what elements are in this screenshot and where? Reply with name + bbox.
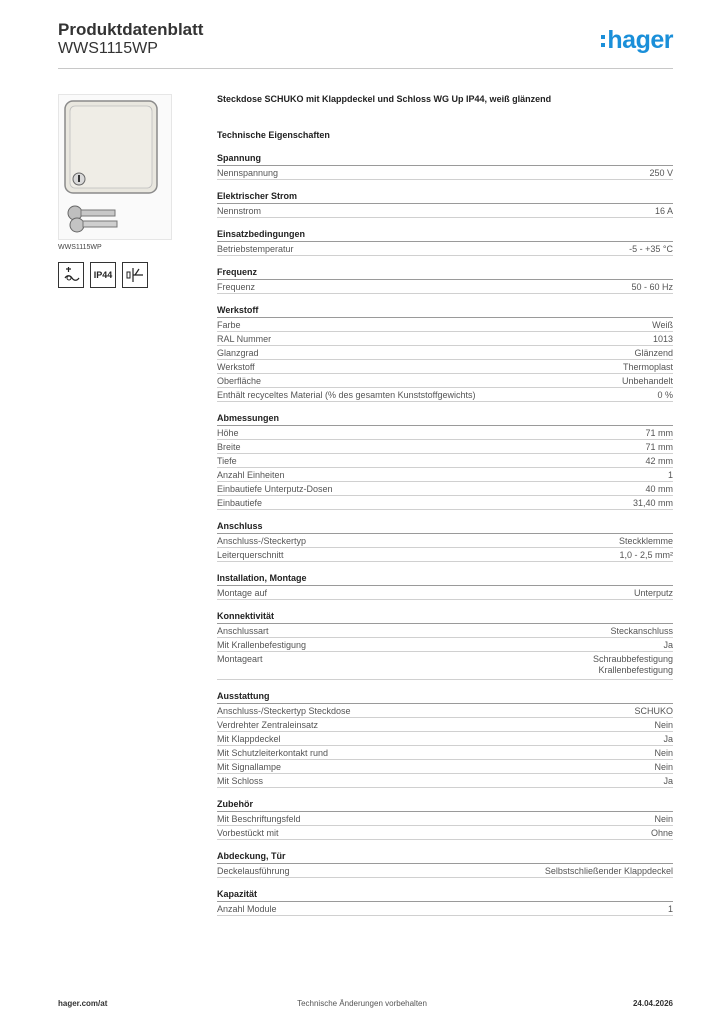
- property-label: Anschlussart: [217, 625, 269, 636]
- properties-list: [217, 152, 673, 916]
- property-value: Nein: [654, 747, 673, 758]
- property-section: [217, 266, 673, 294]
- section-title: Konnektivität: [217, 610, 673, 624]
- property-row: [217, 332, 673, 346]
- property-row: [217, 318, 673, 332]
- property-value: Selbstschließender Klappdeckel: [544, 865, 673, 876]
- property-value: 1: [667, 469, 673, 480]
- property-section: [217, 798, 673, 840]
- property-section: [217, 572, 673, 600]
- property-row: [217, 534, 673, 548]
- ip44-icon: IP44: [90, 262, 116, 288]
- property-label: Höhe: [217, 427, 239, 438]
- property-value: Schraubbefestigung Krallenbefestigung: [592, 653, 673, 675]
- property-value: Glänzend: [634, 347, 673, 358]
- property-value: 50 - 60 Hz: [631, 281, 673, 292]
- property-label: Breite: [217, 441, 241, 452]
- property-section: [217, 152, 673, 180]
- property-row: [217, 496, 673, 510]
- property-label: Nennspannung: [217, 167, 279, 178]
- property-value: Nein: [654, 813, 673, 824]
- socket-illustration: [59, 95, 171, 239]
- image-caption: WWS1115WP: [58, 244, 102, 251]
- section-title: Kapazität: [217, 888, 673, 902]
- property-section: [217, 850, 673, 878]
- property-value: 0 %: [657, 389, 673, 400]
- property-label: Glanzgrad: [217, 347, 259, 358]
- property-label: Enthält recyceltes Material (% des gesamten Kunststoffgewichts): [217, 389, 476, 400]
- property-row: [217, 204, 673, 218]
- property-section: [217, 190, 673, 218]
- property-value: Ja: [663, 733, 673, 744]
- property-row: [217, 812, 673, 826]
- property-label: Mit Schloss: [217, 775, 264, 786]
- property-value: Weiß: [652, 319, 673, 330]
- section-title: Abdeckung, Tür: [217, 850, 673, 864]
- property-value: Nein: [654, 719, 673, 730]
- property-label: Betriebstemperatur: [217, 243, 294, 254]
- property-value: 40 mm: [645, 483, 673, 494]
- section-title: Spannung: [217, 152, 673, 166]
- property-value: -5 - +35 °C: [629, 243, 673, 254]
- property-row: [217, 826, 673, 840]
- property-row: [217, 360, 673, 374]
- property-row: [217, 732, 673, 746]
- property-value: 42 mm: [645, 455, 673, 466]
- property-label: Deckelausführung: [217, 865, 290, 876]
- property-row: [217, 426, 673, 440]
- property-section: [217, 520, 673, 562]
- property-value: 16 A: [654, 205, 673, 216]
- section-title: Zubehör: [217, 798, 673, 812]
- property-section: [217, 690, 673, 788]
- property-value: Steckanschluss: [610, 625, 673, 636]
- property-section: [217, 228, 673, 256]
- property-row: [217, 440, 673, 454]
- property-label: Anschluss-/Steckertyp: [217, 535, 307, 546]
- section-title: Werkstoff: [217, 304, 673, 318]
- section-title: Anschluss: [217, 520, 673, 534]
- property-value: Unterputz: [633, 587, 673, 598]
- property-row: [217, 902, 673, 916]
- property-row: [217, 586, 673, 600]
- property-row: [217, 638, 673, 652]
- property-value: Steckklemme: [618, 535, 673, 546]
- property-value: 31,40 mm: [632, 497, 673, 508]
- tech-properties-title: Technische Eigenschaften: [217, 130, 330, 140]
- property-row: [217, 864, 673, 878]
- property-label: Montageart: [217, 653, 263, 664]
- property-label: RAL Nummer: [217, 333, 272, 344]
- property-value: Nein: [654, 761, 673, 772]
- logo-dots-icon: [601, 35, 605, 47]
- property-label: Einbautiefe: [217, 497, 263, 508]
- property-value: 1,0 - 2,5 mm²: [619, 549, 673, 560]
- section-title: Installation, Montage: [217, 572, 673, 586]
- property-value: 1: [667, 903, 673, 914]
- section-title: Abmessungen: [217, 412, 673, 426]
- property-section: [217, 412, 673, 510]
- section-title: Elektrischer Strom: [217, 190, 673, 204]
- property-label: Anzahl Einheiten: [217, 469, 285, 480]
- property-label: Tiefe: [217, 455, 237, 466]
- property-row: [217, 166, 673, 180]
- section-title: Frequenz: [217, 266, 673, 280]
- property-section: [217, 888, 673, 916]
- section-title: Ausstattung: [217, 690, 673, 704]
- property-label: Mit Klappdeckel: [217, 733, 281, 744]
- property-value: Unbehandelt: [621, 375, 673, 386]
- property-label: Einbautiefe Unterputz-Dosen: [217, 483, 333, 494]
- footer-disclaimer: Technische Änderungen vorbehalten: [297, 999, 427, 1008]
- header-title: Produktdatenblatt: [58, 20, 204, 39]
- property-label: Nennstrom: [217, 205, 262, 216]
- property-label: Mit Krallenbefestigung: [217, 639, 307, 650]
- property-section: [217, 304, 673, 402]
- header-divider: [58, 68, 673, 69]
- property-row: [217, 548, 673, 562]
- property-label: Anschluss-/Steckertyp Steckdose: [217, 705, 351, 716]
- property-row: [217, 652, 673, 680]
- property-label: Verdrehter Zentraleinsatz: [217, 719, 319, 730]
- property-row: [217, 774, 673, 788]
- property-value: 71 mm: [645, 441, 673, 452]
- property-label: Vorbestückt mit: [217, 827, 279, 838]
- hager-logo: [601, 26, 673, 55]
- property-row: [217, 388, 673, 402]
- property-row: [217, 482, 673, 496]
- property-label: Farbe: [217, 319, 241, 330]
- section-title: Einsatzbedingungen: [217, 228, 673, 242]
- property-row: [217, 454, 673, 468]
- footer-date: 24.04.2026: [632, 999, 673, 1008]
- property-row: [217, 746, 673, 760]
- property-value: Ja: [663, 639, 673, 650]
- property-row: [217, 704, 673, 718]
- feature-icons: [58, 262, 148, 288]
- property-value: Ohne: [650, 827, 673, 838]
- property-label: Montage auf: [217, 587, 268, 598]
- property-value: Thermoplast: [622, 361, 673, 372]
- property-section: [217, 610, 673, 680]
- property-value: 1013: [652, 333, 673, 344]
- property-label: Leiterquerschnitt: [217, 549, 284, 560]
- property-label: Werkstoff: [217, 361, 255, 372]
- property-row: [217, 280, 673, 294]
- protection-class-icon: [58, 262, 84, 288]
- property-label: Frequenz: [217, 281, 256, 292]
- logo-text: hager: [607, 26, 673, 54]
- product-details: [217, 94, 673, 916]
- property-label: Mit Beschriftungsfeld: [217, 813, 301, 824]
- property-row: [217, 346, 673, 360]
- property-label: Mit Schutzleiterkontakt rund: [217, 747, 329, 758]
- property-value: 250 V: [649, 167, 673, 178]
- property-label: Mit Signallampe: [217, 761, 282, 772]
- keys-icon: [68, 206, 117, 232]
- property-value: SCHUKO: [634, 705, 673, 716]
- property-value: Ja: [663, 775, 673, 786]
- property-label: Anzahl Module: [217, 903, 277, 914]
- property-label: Oberfläche: [217, 375, 262, 386]
- property-row: [217, 242, 673, 256]
- footer-website[interactable]: hager.com/at: [58, 999, 108, 1008]
- property-row: [217, 624, 673, 638]
- property-row: [217, 468, 673, 482]
- property-row: [217, 760, 673, 774]
- property-row: [217, 374, 673, 388]
- product-image: [58, 94, 172, 240]
- property-row: [217, 718, 673, 732]
- product-description: Steckdose SCHUKO mit Klappdeckel und Schloss WG Up IP44, weiß glänzend: [217, 94, 552, 104]
- product-number: WWS1115WP: [58, 40, 158, 57]
- mounting-icon: [122, 262, 148, 288]
- property-value: 71 mm: [645, 427, 673, 438]
